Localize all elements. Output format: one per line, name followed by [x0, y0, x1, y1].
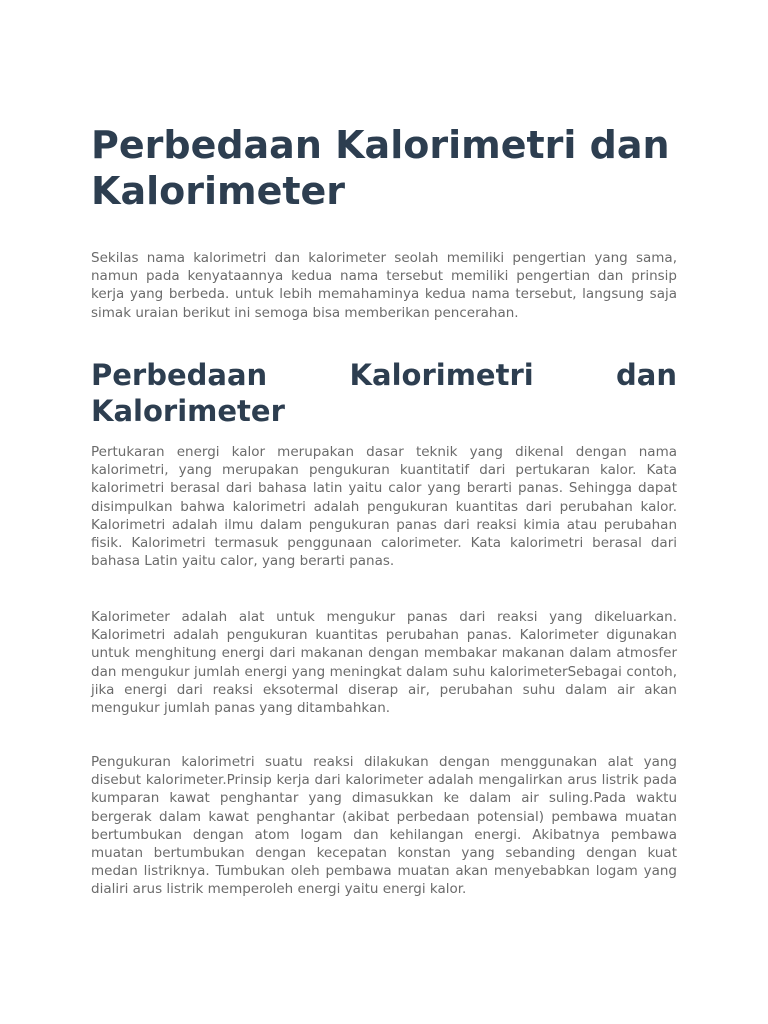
body-paragraph: Pengukuran kalorimetri suatu reaksi dilakukan dengan menggunakan alat yang disebut kalorimeter.Prinsip kerja dari kalorimeter adalah mengalirkan arus listrik pada kumparan kawat penghantar yang dimasukkan ke dalam air suling.Pada waktu bergerak dalam kawat penghantar (akibat perbedaan potensial) pembawa muatan bertumbukan dengan atom logam dan kehilangan energi. Akibatnya pembawa muatan bertumbukan dengan kecepatan konstan yang sebanding dengan kuat medan listriknya. Tumbukan oleh pembawa muatan akan menyebabkan logam yang dialiri arus listrik memperoleh energi yaitu energi kalor. — [91, 754, 677, 898]
intro-paragraph: Sekilas nama kalorimetri dan kalorimeter seolah memiliki pengertian yang sama, namun pada kenyataannya kedua nama tersebut memiliki pengertian dan prinsip kerja yang berbeda. untuk lebih memahaminya kedua nama tersebut, langsung saja simak uraian berikut ini semoga bisa memberikan pencerahan. — [91, 250, 677, 321]
body-paragraph: Pertukaran energi kalor merupakan dasar teknik yang dikenal dengan nama kalorimetri, yang merupakan pengukuran kuantitatif dari pertukaran kalor. Kata kalorimetri berasal dari bahasa latin yaitu calor yang berarti panas. Sehingga dapat disimpulkan bahwa kalorimetri adalah pengukuran kuantitas dari perubahan kalor. Kalorimetri adalah ilmu dalam pengukuran panas dari reaksi kimia atau perubahan fisik. Kalorimetri termasuk penggunaan calorimeter. Kata kalorimetri berasal dari bahasa Latin yaitu calor, yang berarti panas. — [91, 444, 677, 570]
page-title: Perbedaan Kalorimetri dan Kalorimeter — [91, 123, 670, 213]
section-heading-line-2: Kalorimeter — [91, 394, 285, 428]
section-heading-line-1: Perbedaan Kalorimetri dan — [91, 358, 677, 392]
section-heading — [91, 357, 677, 429]
body-paragraph: Kalorimeter adalah alat untuk mengukur panas dari reaksi yang dikeluarkan. Kalorimetri adalah pengukuran kuantitas perubahan panas. Kalorimeter digunakan untuk menghitung energi dari makanan dengan membakar makanan dalam atmosfer dan mengukur jumlah energi yang meningkat dalam suhu kalorimeterSebagai contoh, jika energi dari reaksi eksotermal diserap air, perubahan suhu dalam air akan mengukur jumlah panas yang ditambahkan. — [91, 609, 677, 717]
